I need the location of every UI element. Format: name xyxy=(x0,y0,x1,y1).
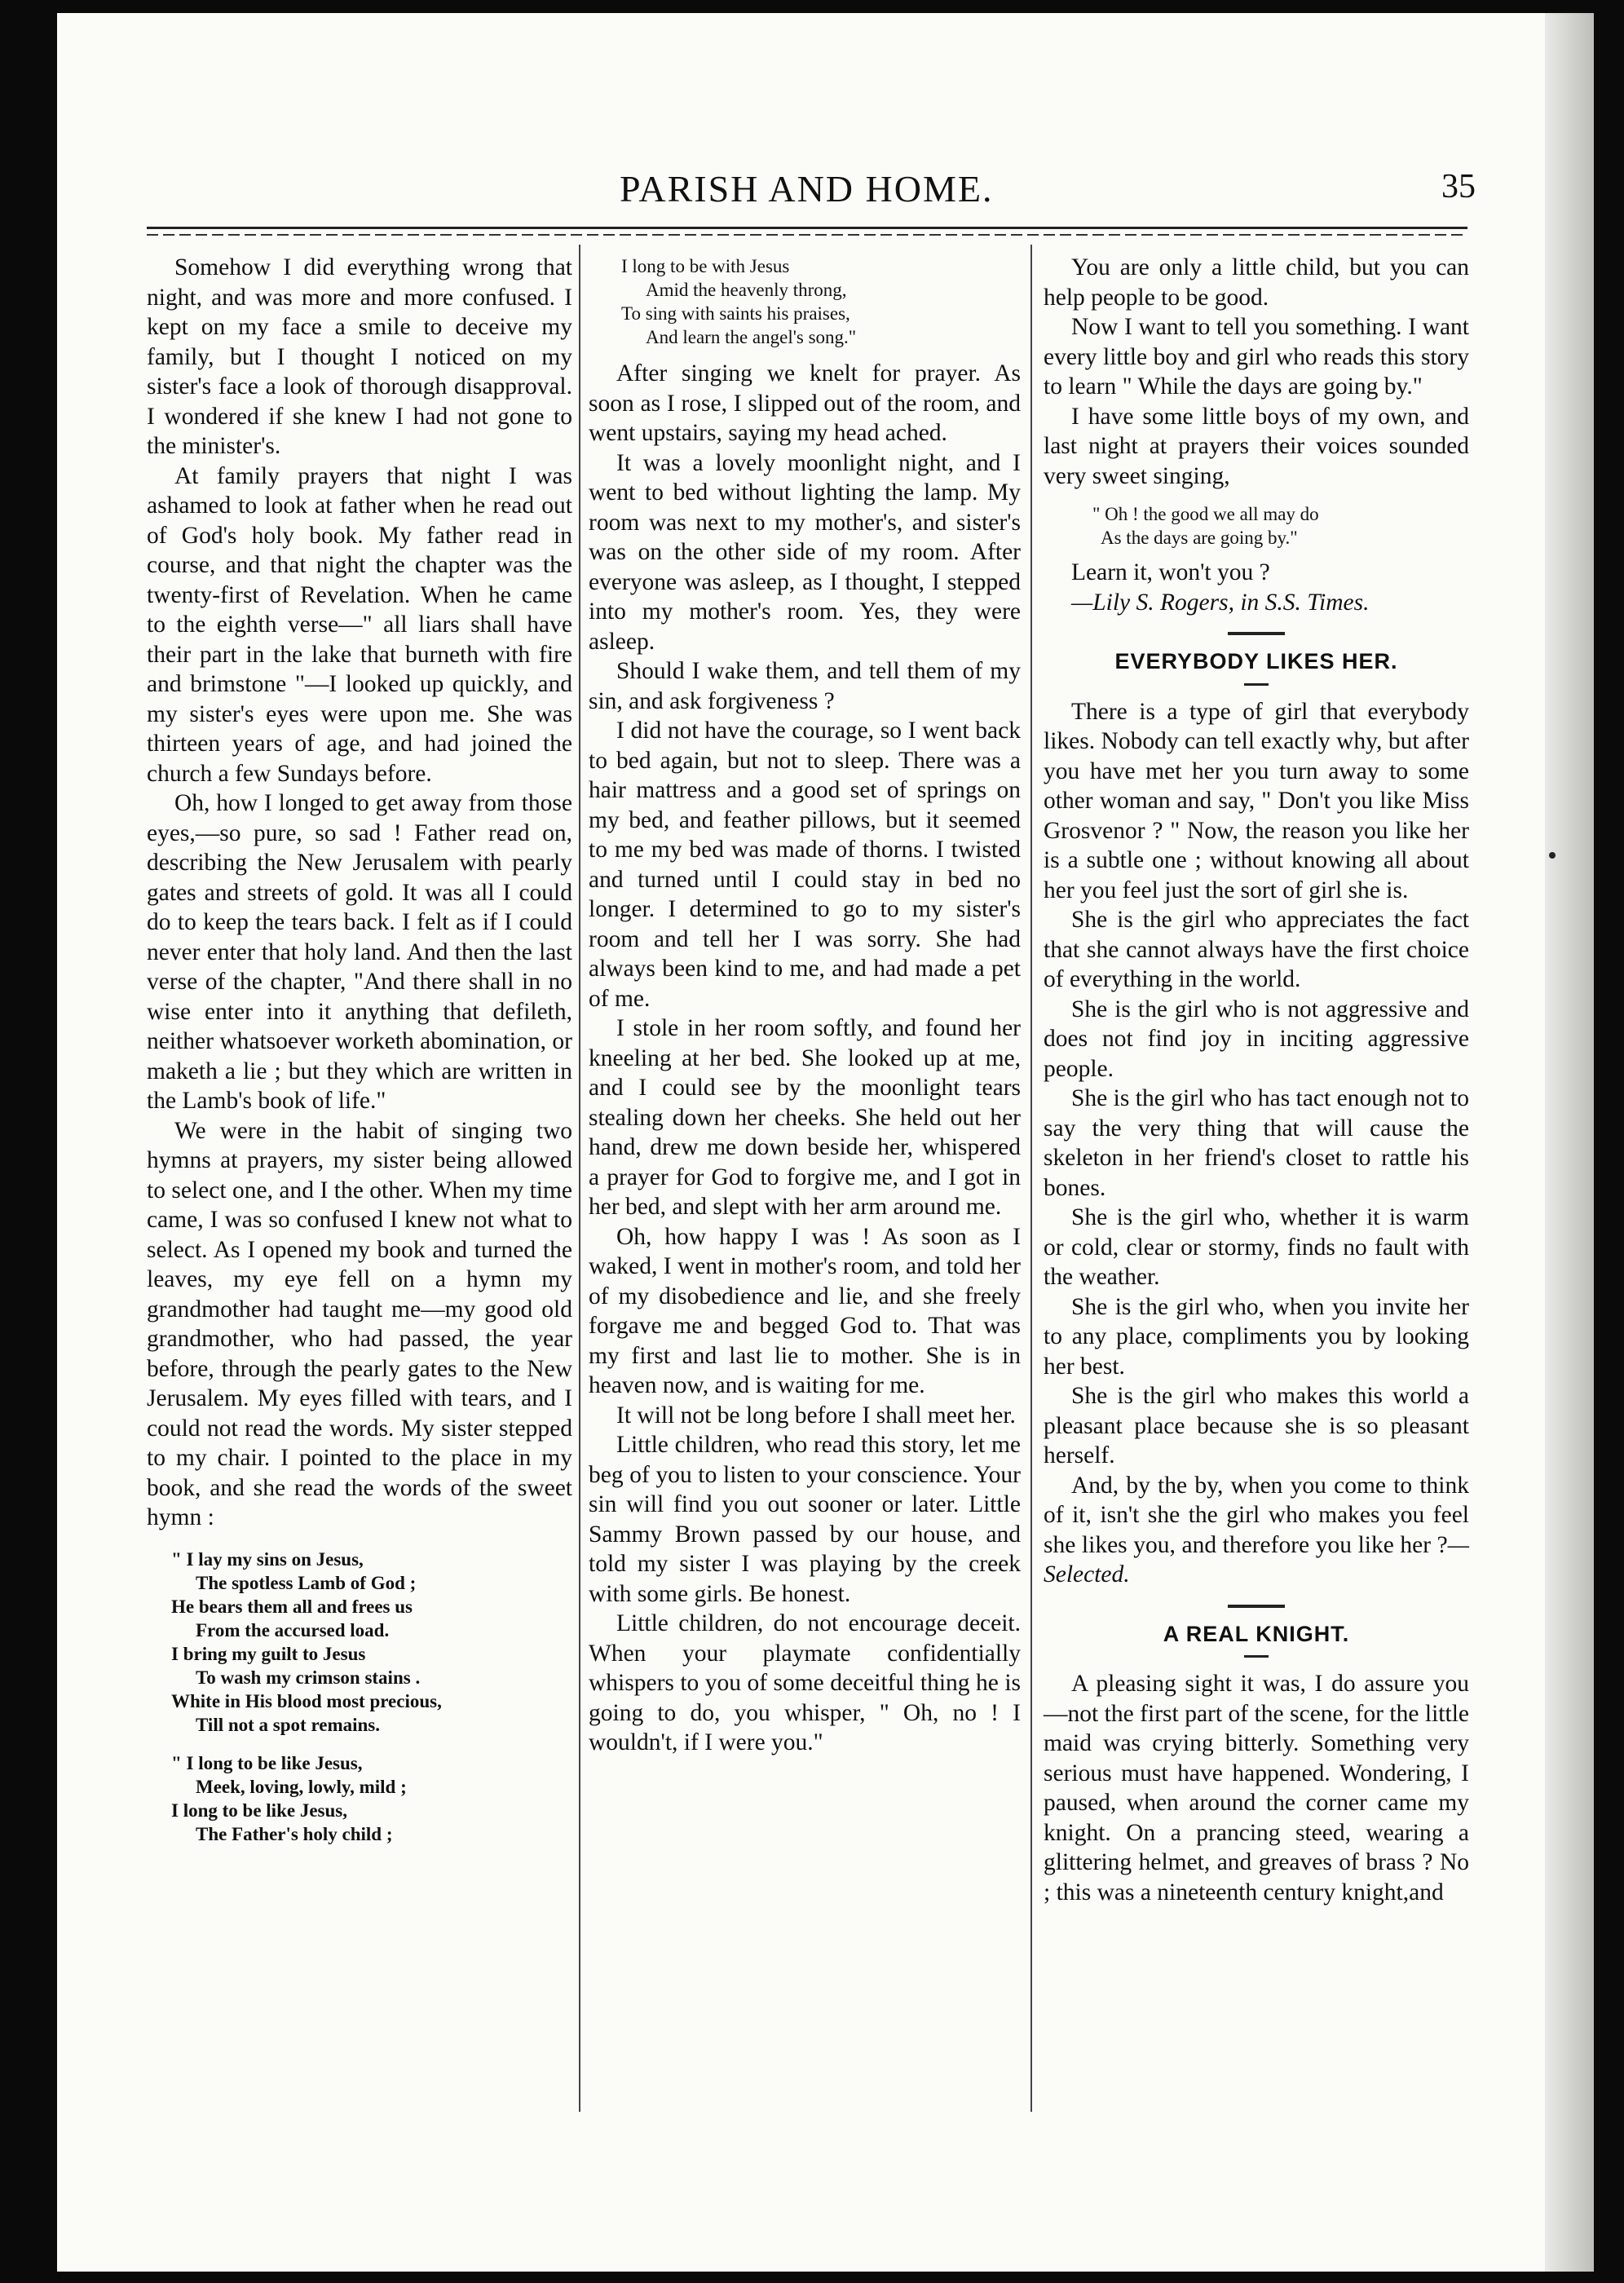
byline: —Lily S. Rogers, in S.S. Times. xyxy=(1071,589,1370,616)
hymn-line: The Father's holy child ; xyxy=(196,1823,393,1844)
running-title: PARISH AND HOME. xyxy=(620,168,994,210)
paragraph: Should I wake them, and tell them of my sin, and ask forgiveness ? xyxy=(589,658,1021,714)
page-header xyxy=(147,167,1476,224)
section-title: A REAL KNIGHT. xyxy=(1163,1621,1350,1646)
paragraph: I have some little boys of my own, and last night at prayers their voices sounded very sweet singing, xyxy=(1044,403,1469,489)
paragraph: Oh, how I longed to get away from those eyes,—so pure, so sad ! Father read on, describing the New Jerusalem with pearly gates and streets of gold. It was all I could do to keep the tears back. I felt as if I could never enter that holy land. And then the last verse of the chapter, "And there shall in no wise enter into it anything that defileth, neither whatsoever worketh abomination, or maketh a lie ; but they which are written in the Lamb's book of life." xyxy=(147,790,572,1114)
hymn-line: From the accursed load. xyxy=(196,1619,390,1640)
paragraph: Learn it, won't you ? xyxy=(1071,559,1270,585)
paragraph: She is the girl who is not aggressive and does not find joy in inciting aggressive people. xyxy=(1044,996,1469,1082)
hymn-line: To wash my crimson stains . xyxy=(196,1667,421,1688)
hymn-line: He bears them all and frees us xyxy=(171,1596,413,1617)
page-number: 35 xyxy=(1441,168,1476,205)
title-rule xyxy=(1244,683,1269,686)
hymn-line: Till not a spot remains. xyxy=(196,1714,380,1735)
paragraph: She is the girl who, whether it is warm or cold, clear or stormy, finds no fault with the weather. xyxy=(1044,1204,1469,1290)
hymn-verse-1 xyxy=(171,1548,572,1737)
hymn-line: To sing with saints his praises, xyxy=(621,303,850,324)
hymn-line: " I long to be like Jesus, xyxy=(171,1752,363,1773)
paragraph: Somehow I did everything wrong that night, and was more and more confused. I kept on my face a smile to deceive my family, but I thought I noticed on my sister's face a look of thorough disapproval. I wondered if she knew I had not gone to the minister's. xyxy=(147,254,572,459)
paragraph: It will not be long before I shall meet her. xyxy=(616,1402,1016,1429)
column-2 xyxy=(589,253,1021,1758)
hymn-line: The spotless Lamb of God ; xyxy=(196,1572,417,1593)
song-line: " Oh ! the good we all may do xyxy=(1092,504,1319,524)
column-divider-left xyxy=(579,245,580,2112)
column-divider-right xyxy=(1030,245,1032,2112)
paragraph: At family prayers that night I was ashamed to look at father when he read out of God's holy book. My father read in course, and that night the chapter was the twenty-first of Revelation. When he came to the eighth verse—" all liars shall have their part in the lake that burneth with fire and brimstone "—I looked up quickly, and my sister's eyes were upon me. She was thirteen years of age, and had joined the church a few Sundays before. xyxy=(147,462,572,787)
song-line: As the days are going by." xyxy=(1101,528,1298,548)
hymn-line: I long to be with Jesus xyxy=(621,256,790,276)
header-dotted-rule xyxy=(147,234,1467,236)
section-title: EVERYBODY LIKES HER. xyxy=(1114,649,1398,673)
source-credit: —Selected. xyxy=(1044,1531,1469,1588)
page-edge-shadow xyxy=(1545,13,1594,2272)
song-quote xyxy=(1092,502,1469,550)
hymn-line: White in His blood most precious, xyxy=(171,1690,442,1711)
hymn-verse-2 xyxy=(171,1751,572,1846)
hymn-continuation xyxy=(621,254,1021,349)
paragraph: After singing we knelt for prayer. As soon as I rose, I slipped out of the room, and went upstairs, saying my head ached. xyxy=(589,360,1021,446)
paragraph: We were in the habit of singing two hymns at prayers, my sister being allowed to select one, and I the other. When my time came, I was so confused I knew not what to select. As I opened my book and turned the leaves, my eye fell on a hymn my grandmother had taught me—my good old grandmother, who had passed, the year before, through the pearly gates to the New Jerusalem. My eyes filled with tears, and I could not read the words. My sister stepped to my chair. I pointed to the place in my book, and she read the words of the sweet hymn : xyxy=(147,1117,572,1530)
hymn-line: I long to be like Jesus, xyxy=(171,1799,347,1821)
section-rule xyxy=(1228,632,1285,635)
hymn-line: I bring my guilt to Jesus xyxy=(171,1643,366,1664)
paragraph: I did not have the courage, so I went back to bed again, but not to sleep. There was a hair mattress and a good set of springs on my bed, and feather pillows, but it seemed to me my bed was made of thorns. I twisted and turned until I could stay in bed no longer. I determined to go to my sister's room and tell her I was sorry. She had always been kind to me, and had made a pet of me. xyxy=(589,718,1021,1012)
hymn-line: Meek, loving, lowly, mild ; xyxy=(196,1776,407,1797)
paragraph xyxy=(1044,1471,1469,1590)
header-rule xyxy=(147,227,1467,229)
paragraph: Little children, who read this story, let me beg of you to listen to your conscience. Your sin will find you out sooner or later. Little Sammy Brown passed by our house, and told my sister I was playing by the creek with some girls. Be honest. xyxy=(589,1432,1021,1607)
hymn-line: Amid the heavenly throng, xyxy=(646,280,847,300)
paragraph: She is the girl who has tact enough not to say the very thing that will cause the skeleton in her friend's closet to rattle his bones. xyxy=(1044,1085,1469,1201)
paragraph: Little children, do not encourage deceit. When your playmate confidentially whispers to you of some deceitful thing he is going to do, you whisper, " Oh, no ! I wouldn't, if I were you." xyxy=(589,1610,1021,1755)
paragraph: It was a lovely moonlight night, and I went to bed without lighting the lamp. My room was next to my mother's, and sister's was on the other side of my room. After everyone was asleep, as I thought, I stepped into my mother's room. Yes, they were asleep. xyxy=(589,449,1021,655)
ink-speck xyxy=(1549,852,1556,859)
hymn-line: And learn the angel's song." xyxy=(646,327,857,347)
section-rule xyxy=(1228,1605,1285,1608)
paragraph: There is a type of girl that everybody likes. Nobody can tell exactly why, but after you have met her you turn away to some other woman and say, " Don't you like Miss Grosvenor ? " Now, the reason you like her is a subtle one ; without knowing all about her you feel just the sort of girl she is. xyxy=(1044,698,1469,903)
paragraph: Oh, how happy I was ! As soon as I waked, I went in mother's room, and told her of my disobedience and lie, and she freely forgave me and begged God to. That was my first and last lie to mother. She is in heaven now, and is waiting for me. xyxy=(589,1223,1021,1398)
paragraph-text: And, by the by, when you come to think of it, isn't she the girl who makes you feel she likes you, and therefore you like her ? xyxy=(1044,1472,1469,1558)
paragraph: I stole in her room softly, and found her kneeling at her bed. She looked up at me, and I could see by the moonlight tears stealing down her cheeks. She held out her hand, drew me down beside her, whispered a prayer for God to forgive me, and I got in her bed, and slept with her arm around me. xyxy=(589,1015,1021,1220)
title-rule xyxy=(1244,1655,1269,1658)
paragraph: You are only a little child, but you can help people to be good. xyxy=(1044,254,1469,311)
paragraph: A pleasing sight it was, I do assure you—not the first part of the scene, for the little maid was crying bitterly. Something very serious must have happened. Wondering, I paused, when around the corner came my knight. On a prancing steed, wearing a glittering helmet, and greaves of brass ? No ; this was a nineteenth century knight,and xyxy=(1044,1671,1469,1905)
paragraph: She is the girl who appreciates the fact that she cannot always have the first choice of everything in the world. xyxy=(1044,907,1469,992)
column-3 xyxy=(1044,253,1469,1907)
paragraph: She is the girl who, when you invite her to any place, compliments you by looking her best. xyxy=(1044,1293,1469,1380)
paragraph: Now I want to tell you something. I want every little boy and girl who reads this story to learn " While the days are going by." xyxy=(1044,314,1469,400)
column-1 xyxy=(147,253,572,1854)
paragraph: She is the girl who makes this world a pleasant place because she is so pleasant herself. xyxy=(1044,1383,1469,1468)
hymn-line: " I lay my sins on Jesus, xyxy=(171,1548,364,1570)
